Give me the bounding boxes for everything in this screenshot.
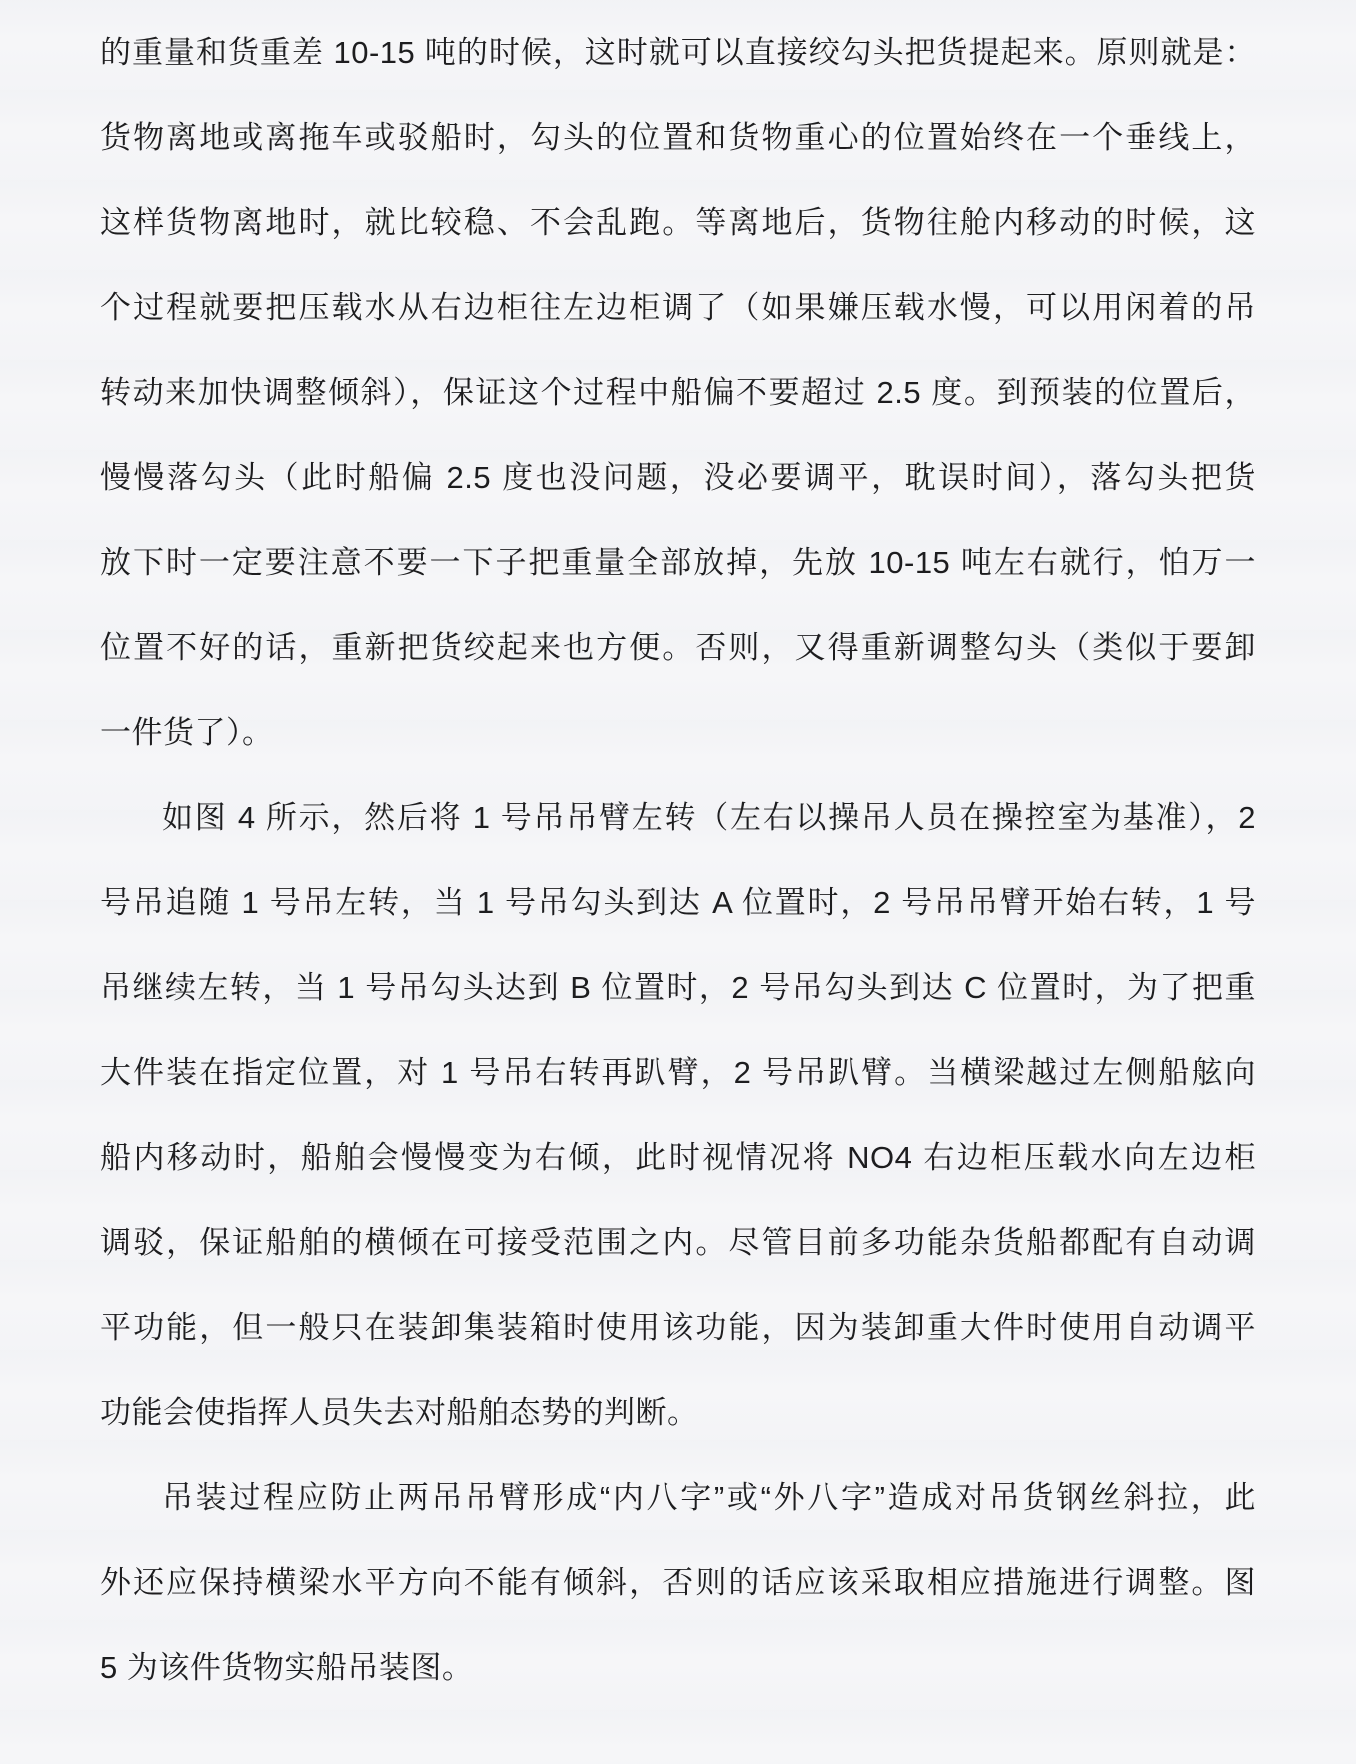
text-line: 一件货了）。 [100, 715, 274, 750]
text-line: 位置不好的话，重新把货绞起来也方便。否则，又得重新调整勾头（类似于要卸 [100, 630, 1256, 665]
text-line: 平功能，但一般只在装卸集装箱时使用该功能，因为装卸重大件时使用自动调平 [100, 1310, 1256, 1345]
text-line: 船内移动时，船舶会慢慢变为右倾，此时视情况将 NO4 右边柜压载水向左边柜 [100, 1140, 1256, 1175]
text-line: 吊继续左转，当 1 号吊勾头达到 B 位置时，2 号吊勾头到达 C 位置时，为了把重 [100, 970, 1256, 1005]
paragraph [100, 775, 1256, 1455]
text-line: 货物离地或离拖车或驳船时，勾头的位置和货物重心的位置始终在一个垂线上， [100, 120, 1256, 155]
text-line: 5 为该件货物实船吊装图。 [100, 1650, 474, 1685]
text-line: 放下时一定要注意不要一下子把重量全部放掉，先放 10-15 吨左右就行，怕万一 [100, 545, 1256, 580]
paragraph [100, 10, 1256, 775]
text-line: 功能会使指挥人员失去对船舶态势的判断。 [100, 1395, 699, 1430]
text-line: 大件装在指定位置，对 1 号吊右转再趴臂，2 号吊趴臂。当横梁越过左侧船舷向 [100, 1055, 1256, 1090]
paragraph [100, 1455, 1256, 1710]
text-line: 慢慢落勾头（此时船偏 2.5 度也没问题，没必要调平，耽误时间），落勾头把货 [100, 460, 1256, 495]
text-line: 外还应保持横梁水平方向不能有倾斜，否则的话应该采取相应措施进行调整。图 [100, 1565, 1256, 1600]
text-line: 个过程就要把压载水从右边柜往左边柜调了（如果嫌压载水慢，可以用闲着的吊 [100, 290, 1256, 325]
text-line: 调驳，保证船舶的横倾在可接受范围之内。尽管目前多功能杂货船都配有自动调 [100, 1225, 1256, 1260]
text-line: 这样货物离地时，就比较稳、不会乱跑。等离地后，货物往舱内移动的时候，这 [100, 205, 1256, 240]
text-line: 如图 4 所示，然后将 1 号吊吊臂左转（左右以操吊人员在操控室为基准），2 [162, 800, 1256, 835]
text-line: 吊装过程应防止两吊吊臂形成“内八字”或“外八字”造成对吊货钢丝斜拉，此 [162, 1480, 1256, 1515]
text-line: 号吊追随 1 号吊左转，当 1 号吊勾头到达 A 位置时，2 号吊吊臂开始右转，1 号 [100, 885, 1256, 920]
text-line: 转动来加快调整倾斜），保证这个过程中船偏不要超过 2.5 度。到预装的位置后， [100, 375, 1256, 410]
text-line: 的重量和货重差 10-15 吨的时候，这时就可以直接绞勾头把货提起来。原则就是： [100, 35, 1256, 70]
